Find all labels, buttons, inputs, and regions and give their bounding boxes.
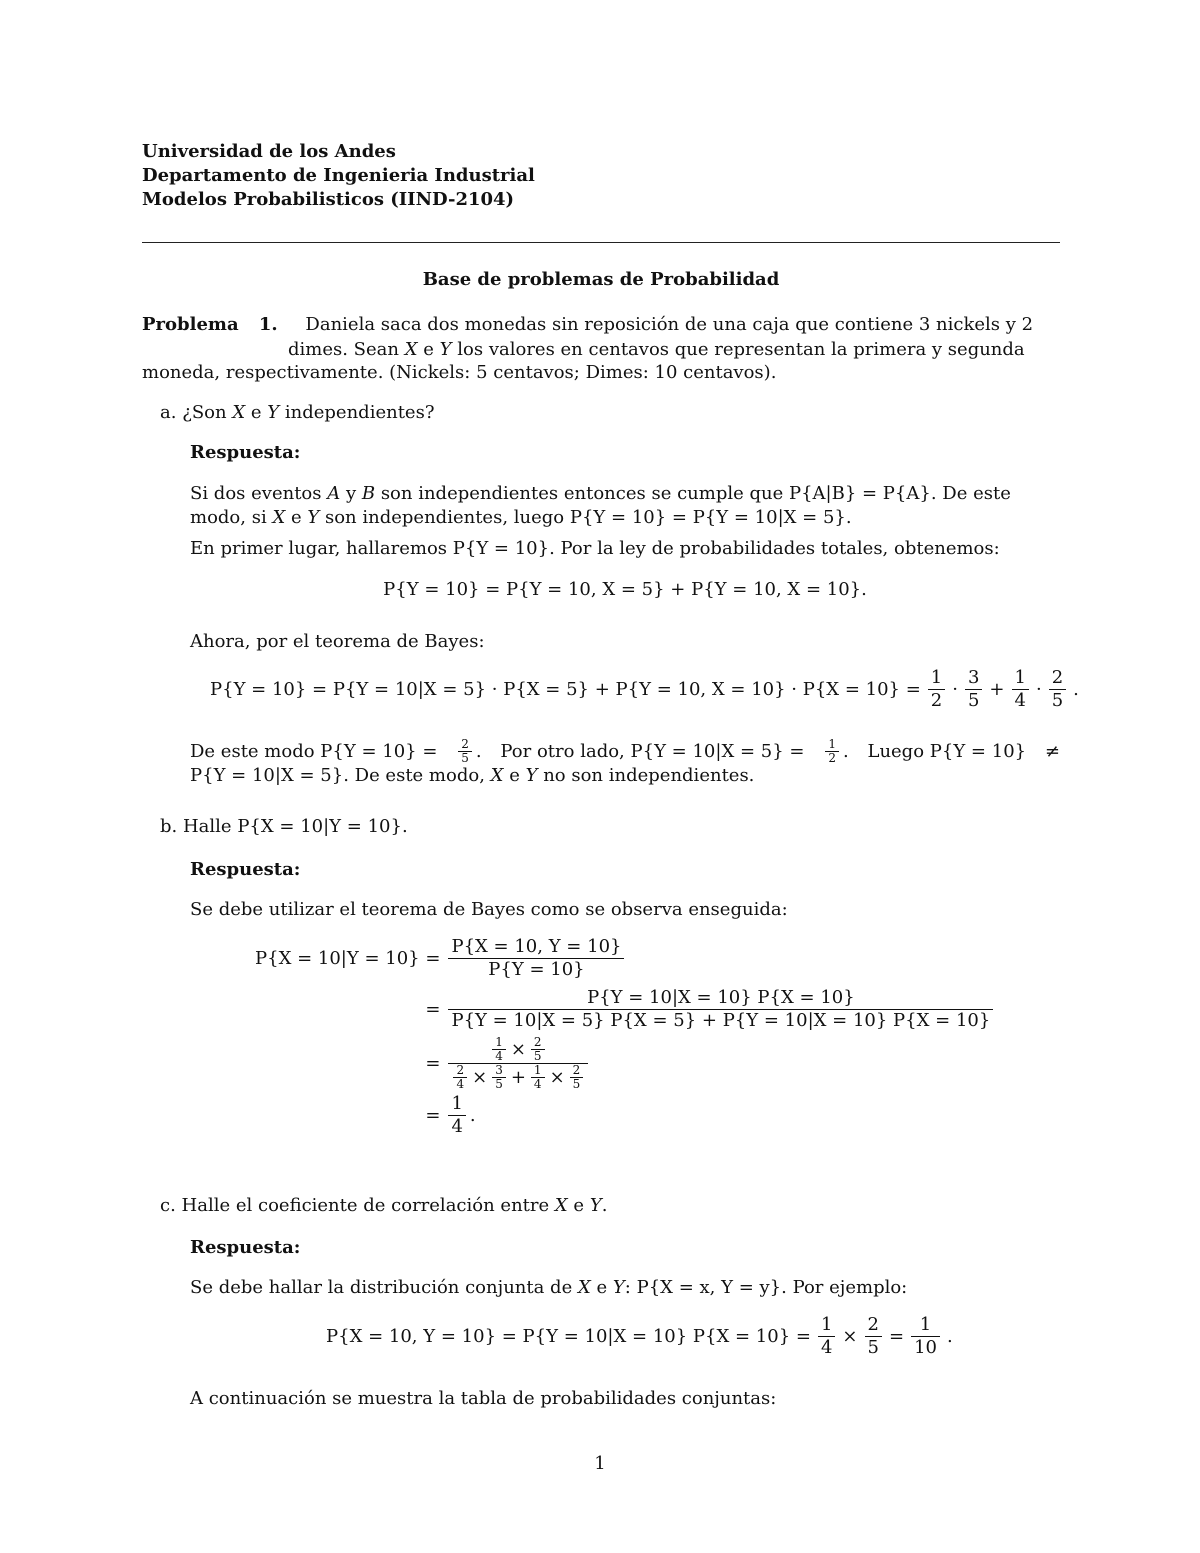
fraction: $\frac{2}{5}$ <box>1049 667 1066 712</box>
fraction: $\frac{1}{4}$ <box>818 1314 835 1359</box>
part-c-intro: Se debe hallar la distribución conjunta de X e Y: P{X = x, Y = y}. Por ejemplo: <box>190 1277 908 1298</box>
fraction: $\frac{1}{10}$ <box>911 1314 940 1359</box>
part-a-conclusion-line-2: P{Y = 10|X = 5}. De este modo, X e Y no son independientes. <box>190 765 755 786</box>
bayes-derivation: P{X = 10|Y = 10} = $\frac{P\{X = 10, Y = 10\}}{P\{Y = 10\}}$ = $\frac{P\{Y = 10|X = 10\} P\{X = 10\}}{P\{Y = 10|X = 5\} P\{X = 5\} + P\{Y = 10|X = 10\} P\{X = 10\}}$ = $\frac{1}{4}$ × $\frac{2}{5}$ $\frac{2}{4}$ × $\frac{3}{5}$ + $\frac{1}{4}$ × $\frac{2}{5}$ = $\frac{1}{4}$ . <box>255 936 995 1138</box>
problem-1-line-1: Problema 1. Daniela saca dos monedas sin reposición de una caja que contiene 3 nickels y 2 <box>142 314 1034 335</box>
part-c-question: c. Halle el coeficiente de correlación entre X e Y. <box>160 1195 608 1216</box>
total-probability-equation: P{Y = 10} = P{Y = 10, X = 5} + P{Y = 10, X = 10}. <box>383 579 867 600</box>
joint-probability-equation: P{X = 10, Y = 10} = P{Y = 10|X = 10} P{X = 10} = $\frac{1}{4}$ × $\frac{2}{5}$ = $\frac{1}{10}$ . <box>326 1314 953 1358</box>
fraction: $\frac{P\{X = 10, Y = 10\}}{P\{Y = 10\}}$ <box>448 936 624 981</box>
university-name: Universidad de los Andes <box>142 141 396 162</box>
answer-label-b: Respuesta: <box>190 859 301 880</box>
problem-1-line-2: dimes. Sean X e Y los valores en centavos que representan la primera y segunda <box>288 339 1025 360</box>
page-number: 1 <box>594 1453 606 1474</box>
answer-label-a: Respuesta: <box>190 442 301 463</box>
problem-label: Problema 1. <box>142 314 278 335</box>
fraction: $\frac{2}{5}$ <box>458 738 472 765</box>
part-b-question: b. Halle P{X = 10|Y = 10}. <box>160 816 408 837</box>
fraction: $\frac{3}{5}$ <box>965 667 982 712</box>
header-rule <box>142 242 1060 243</box>
fraction: $\frac{3}{5}$ <box>492 1064 506 1091</box>
fraction: $\frac{1}{4}$ <box>1012 667 1029 712</box>
problem-1-line-3: moneda, respectivamente. (Nickels: 5 centavos; Dimes: 10 centavos). <box>142 362 777 383</box>
part-a-answer-line-3: En primer lugar, hallaremos P{Y = 10}. Por la ley de probabilidades totales, obtenemos: <box>190 538 1000 559</box>
department-name: Departamento de Ingenieria Industrial <box>142 165 535 186</box>
derivation-lhs: P{X = 10|Y = 10} = <box>255 947 441 969</box>
fraction: $\frac{2}{5}$ <box>865 1314 882 1359</box>
answer-label-c: Respuesta: <box>190 1237 301 1258</box>
fraction: $\frac{2}{5}$ <box>570 1064 584 1091</box>
fraction: $\frac{1}{4}$ <box>492 1036 506 1063</box>
part-a-answer-line-1: Si dos eventos A y B son independientes entonces se cumple que P{A|B} = P{A}. De este <box>190 483 1011 504</box>
fraction: $\frac{1}{4}$ <box>531 1064 545 1091</box>
part-a-conclusion-line-1: De este modo P{Y = 10} = $\frac{2}{5}$ . Por otro lado, P{Y = 10|X = 5} = $\frac{1}{2}$ . Luego P{Y = 10} ≠ <box>190 737 1060 765</box>
fraction: $\frac{2}{4}$ <box>453 1064 467 1091</box>
part-b-intro: Se debe utilizar el teorema de Bayes como se observa enseguida: <box>190 899 788 920</box>
fraction: $\frac{1}{2}$ <box>825 738 839 765</box>
document-title: Base de problemas de Probabilidad <box>422 269 780 290</box>
fraction: $\frac{2}{5}$ <box>531 1036 545 1063</box>
course-name: Modelos Probabilisticos (IIND-2104) <box>142 189 515 210</box>
table-intro: A continuación se muestra la tabla de probabilidades conjuntas: <box>190 1388 777 1409</box>
fraction: $\frac{P\{Y = 10|X = 10\} P\{X = 10\}}{P\{Y = 10|X = 5\} P\{X = 5\} + P\{Y = 10|X = 10\} P\{X = 10\}}$ <box>448 987 993 1032</box>
bayes-equation: P{Y = 10} = P{Y = 10|X = 5} · P{X = 5} + P{Y = 10, X = 10} · P{X = 10} = $\frac{1}{2}$ · $\frac{3}{5}$ + $\frac{1}{4}$ · $\frac{2}{5}$ . <box>210 667 1079 711</box>
part-a-answer-line-2: modo, si X e Y son independientes, luego P{Y = 10} = P{Y = 10|X = 5}. <box>190 507 852 528</box>
fraction: $\frac{1}{4}$ <box>448 1093 465 1138</box>
fraction: $\frac{1}{2}$ <box>928 667 945 712</box>
part-a-question: a. ¿Son X e Y independientes? <box>160 402 435 423</box>
bayes-intro-text: Ahora, por el teorema de Bayes: <box>190 631 485 652</box>
fraction: $\frac{1}{4}$ × $\frac{2}{5}$ $\frac{2}{4}$ × $\frac{3}{5}$ + $\frac{1}{4}$ × $\frac{2}{5}$ <box>448 1036 588 1091</box>
